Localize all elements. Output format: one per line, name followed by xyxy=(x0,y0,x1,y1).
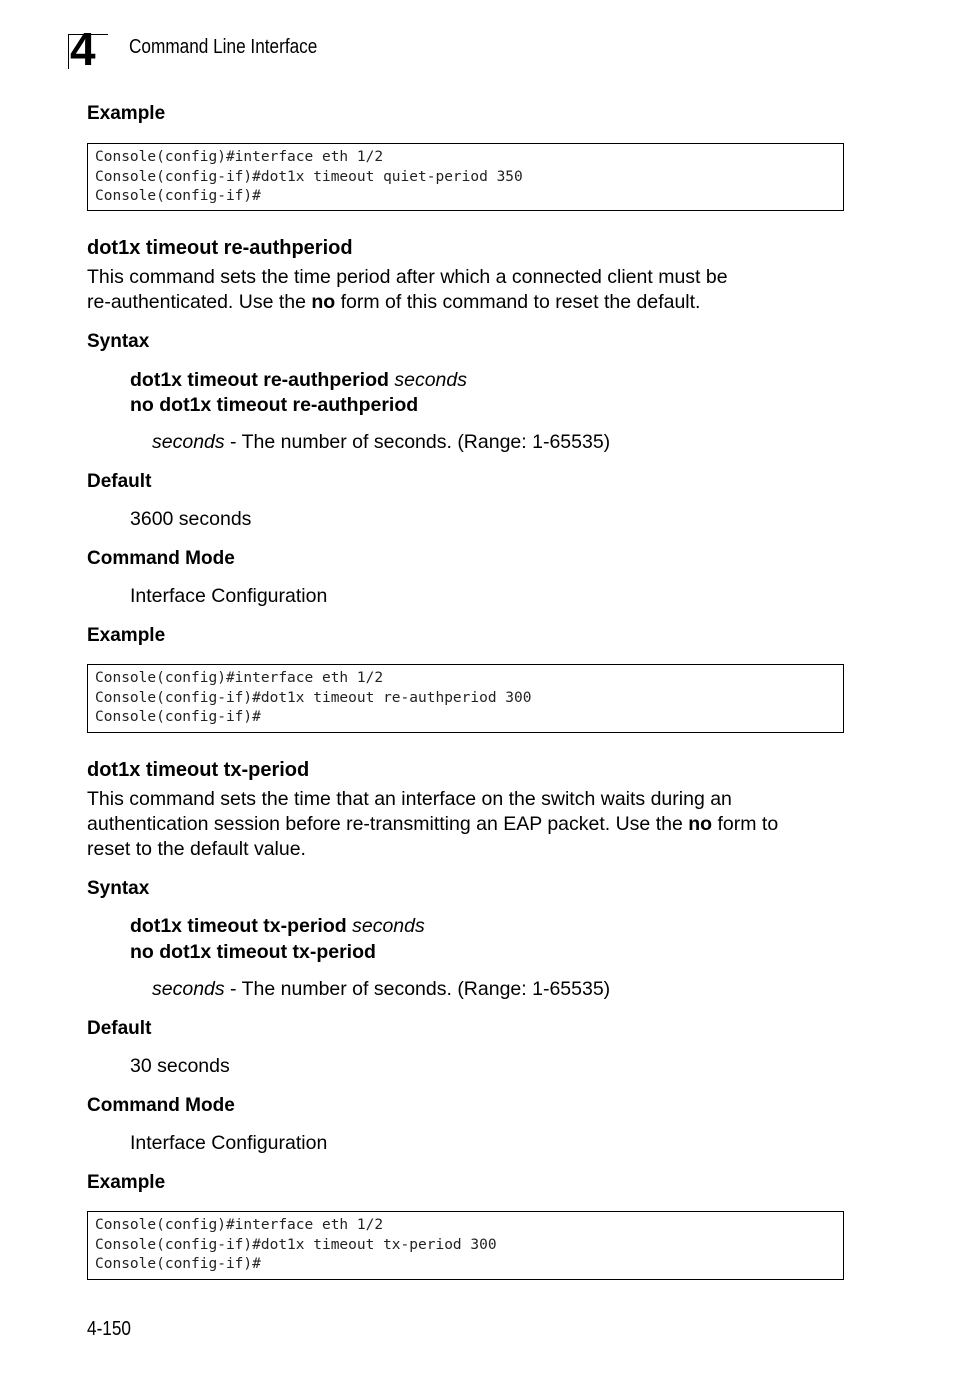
parameter-name: seconds xyxy=(152,978,225,1000)
code-line: Console(config)#interface eth 1/2 xyxy=(95,1217,384,1233)
command-mode-heading: Command Mode xyxy=(87,548,235,569)
code-line: Console(config-if)# xyxy=(95,1256,261,1272)
no-keyword: no xyxy=(688,813,713,835)
page-number: 4-150 xyxy=(87,1318,131,1340)
syntax-argument: seconds xyxy=(394,369,467,391)
code-example-txperiod xyxy=(87,1211,844,1280)
code-line: Console(config)#interface eth 1/2 xyxy=(95,670,384,686)
code-line: Console(config-if)# xyxy=(95,188,261,204)
syntax-heading: Syntax xyxy=(87,331,150,352)
code-example-quiet-period xyxy=(87,143,844,211)
section-title-txperiod: dot1x timeout tx-period xyxy=(87,759,310,781)
syntax-no-command: no dot1x timeout tx-period xyxy=(130,941,376,963)
default-value: 3600 seconds xyxy=(130,508,252,530)
default-value: 30 seconds xyxy=(130,1055,230,1077)
syntax-command: dot1x timeout re-authperiod seconds xyxy=(130,369,467,391)
command-mode-value: Interface Configuration xyxy=(130,585,328,607)
code-line: Console(config-if)# xyxy=(95,709,261,725)
code-line: Console(config)#interface eth 1/2 xyxy=(95,149,384,165)
running-header-title: Command Line Interface xyxy=(129,36,318,58)
code-example-reauthperiod xyxy=(87,664,844,733)
default-heading: Default xyxy=(87,1018,152,1039)
code-line: Console(config-if)#dot1x timeout tx-period 300 xyxy=(95,1236,497,1253)
syntax-no-command: no dot1x timeout re-authperiod xyxy=(130,394,419,416)
no-keyword: no xyxy=(311,291,336,313)
description-line: re-authenticated. Use the no form of this command to reset the default. xyxy=(87,291,701,313)
code-line: Console(config-if)#dot1x timeout quiet-period 350 xyxy=(95,168,523,185)
syntax-command: dot1x timeout tx-period seconds xyxy=(130,915,425,937)
code-line: Console(config-if)#dot1x timeout re-authperiod 300 xyxy=(95,689,532,706)
command-mode-value: Interface Configuration xyxy=(130,1132,328,1154)
example-heading: Example xyxy=(87,1172,166,1193)
description-line: reset to the default value. xyxy=(87,838,306,860)
chapter-number: 4 xyxy=(70,23,96,75)
parameter-description: seconds - The number of seconds. (Range: 1-65535) xyxy=(152,978,611,1000)
section-title-reauthperiod: dot1x timeout re-authperiod xyxy=(87,237,353,259)
example-heading: Example xyxy=(87,103,166,124)
command-mode-heading: Command Mode xyxy=(87,1095,235,1116)
syntax-heading: Syntax xyxy=(87,878,150,899)
description-line: This command sets the time that an interface on the switch waits during an xyxy=(87,788,732,810)
example-heading: Example xyxy=(87,625,166,646)
parameter-description: seconds - The number of seconds. (Range: 1-65535) xyxy=(152,431,611,453)
default-heading: Default xyxy=(87,471,152,492)
syntax-argument: seconds xyxy=(352,915,425,937)
description-line: authentication session before re-transmitting an EAP packet. Use the no form to xyxy=(87,813,779,835)
parameter-name: seconds xyxy=(152,431,225,453)
description-line: This command sets the time period after which a connected client must be xyxy=(87,266,728,288)
